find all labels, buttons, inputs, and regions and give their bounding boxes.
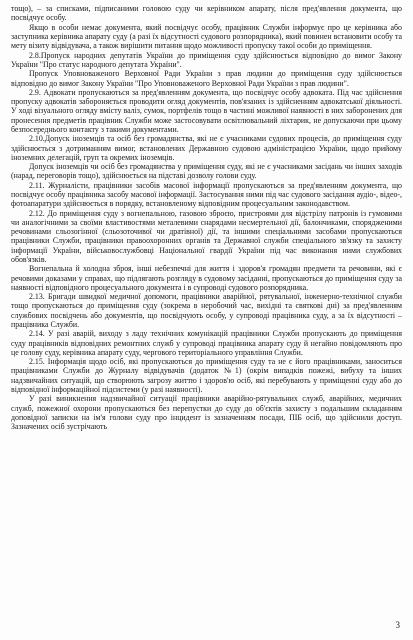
paragraph-weapons-evidence: Вогнепальна й холодна зброя, інші небезпечні для життя і здоров'я громадян предмети та речовини, які є речовими доказами у справах, що підлягають розгляду в судовому засіданні, пропускаються до приміщення суду за наявності відповідного процесуального документа і в супроводі судового розпорядника. xyxy=(11,264,402,292)
paragraph-no-document: Якщо в особи немає документа, який посвідчує особу, працівник Служби інформує про це керівника або заступника керівника апарату суду (а разі їх відсутності судового розпорядника), який повинен встановити особу та мету візиту відвідувача, а також вирішити питання щодо можливості пропуску такої особи до приміщення. xyxy=(11,22,402,51)
paragraph-continuation: тощо), – за списками, підписаними головою суду чи керівником апарату, після пред'явлення документа, що посвідчує особу. xyxy=(11,4,402,23)
paragraph-2-9: 2.9. Адвокати пропускаються за пред'явленням документа, що посвідчує особу адвоката. Під час здійснення пропуску адвокатів забороняється проводити огляд документів, пов'язаних із здійсненням адвокатської діяльності. У ході візуального огляду вмісту валіз, сумок, портфелів тощо в частині можливої наявності в них заборонених для пронесення предметів працівник Служби може застосовувати освітлювальний ліхтарик, не допускаючи при цьому безпосереднього контакту з такими документами. xyxy=(11,88,402,134)
paragraph-2-15: 2.15. Інформація щодо осіб, які пропускаються до приміщення суду та не є його працівниками, заноситься працівниками Служби до Журналу відвідувачів (додаток №1) (окрім випадків пожежі, вибуху та інших надзвичайних ситуацій, що створюють загрозу життю і здоров'ю осіб, які перебувають у приміщенні суду або до відповідної інформаційної підсистеми (у разі наявності). xyxy=(11,357,402,394)
paragraph-2-12: 2.12. До приміщення суду з вогнепальною, газовою зброєю, пристроями для відстрілу патронів із гумовими чи аналогічними за своїми властивостями металевими снарядами несмертельної дії, балончиками, спорядженими речовинами сльозогінної (сльозоточивої чи дратівної) дії, та іншими спеціальними засобами пропускаються працівники Служби, працівники правоохоронних органів та Державної служби спеціального зв'язку та захисту інформації України, військовослужбовці Національної гвардії України під час виконання ними службових обов'язків. xyxy=(11,208,402,264)
paragraph-emergency: У разі виникнення надзвичайної ситуації працівники аварійно-рятувальних служб, аварійних, медичних служб, пожежної охорони пропускаються без перепустки до суду до об'єктів захисту з подальшим складанням доповідної записки на ім'я голови суду про інцидент із зазначенням посади, ПІБ осіб, що здійснили доступ. Зазначених осіб зустрічають xyxy=(11,394,402,431)
paragraph-2-8: 2.8.Пропуск народних депутатів України до приміщення суду здійснюється відповідно до вимог Закону України "Про статус народного депутата України". xyxy=(11,50,402,69)
paragraph-2-14: 2.14. У разі аварій, виходу з ладу технічних комунікацій працівники Служби пропускають до приміщення суду працівників відповідних ремонтних служб у супроводі працівника апарату суду й негайно повідомляють про це голову суду, керівника апарату суду, чергового територіального управління Служби. xyxy=(11,329,402,357)
paragraph-2-13: 2.13. Бригади швидкої медичної допомоги, працівники аварійної, рятувальної, інженерно-технічної служби тощо пропускаються до приміщення суду (зокрема в неробочий час, вихідні та святкові дні) за пред'явленням службових посвідчень або документів, що посвідчують особу, у супроводі працівника суду, а за їх відсутності – працівника Служби. xyxy=(11,292,402,329)
paragraph-2-10: 2.10.Допуск іноземців та осіб без громадянства, які не є учасниками судових процесів, до приміщення суду здійснюється з дотриманням вимог, встановлених Державною судовою адміністрацією України, щодо прийому іноземних делегацій, груп та окремих іноземців. xyxy=(11,134,402,162)
page-number: 3 xyxy=(395,619,400,630)
paragraph-foreigners: Допуск іноземців чи осіб без громадянства у приміщення суду, які не є учасниками засідань чи інших заходів (нарад, переговорів тощо), здійснюється на підставі дозволу голови суду. xyxy=(11,162,402,181)
paragraph-2-11: 2.11. Журналісти, працівники засобів масової інформації пропускаються за пред'явленням документа, що посвідчує особу працівника засобу масової інформації. Застосування ними під час судового засідання аудіо-, відео-, фотоапаратури здійснюється в порядку, встановленому відповідним процесуальним законодавством. xyxy=(11,180,402,209)
paragraph-ombudsman: Пропуск Уповноваженого Верховної Ради України з прав людини до приміщення суду здійснюється відповідно до вимог Закону України "Про Уповноваженого Верховної Ради України з прав людини". xyxy=(11,69,402,88)
